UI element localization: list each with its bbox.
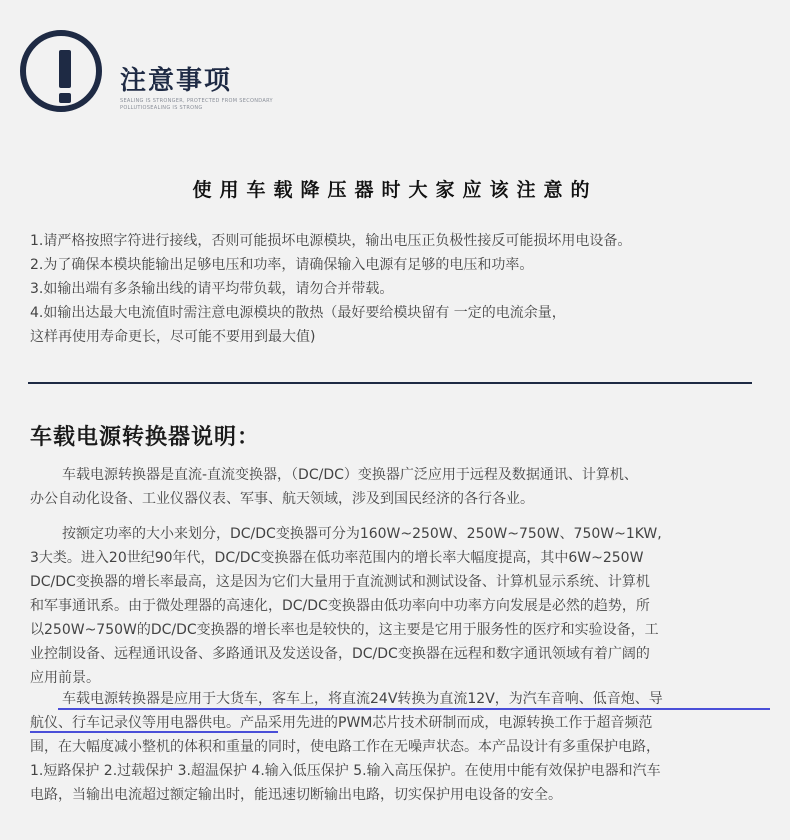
note-item: 4.如输出达最大电流值时需注意电源模块的散热（最好要给模块留有 一定的电流余量，	[30, 305, 566, 321]
highlight-underline	[58, 708, 770, 710]
highlight-underline	[30, 731, 278, 733]
paragraph-line: 围，在大幅度减小整机的体积和重量的同时，使电路工作在无噪声状态。本产品设计有多重保护电路，	[30, 739, 660, 755]
paragraph-line: 业控制设备、远程通讯设备、多路通讯及发送设备，DC/DC变换器在远程和数字通讯领域有着广阔的	[30, 646, 650, 662]
paragraph-line: DC/DC变换器的增长率最高，这是因为它们大量用于直流测试和测试设备、计算机显示系统、计算机	[30, 574, 650, 590]
paragraph-line: 以250W~750W的DC/DC变换器的增长率也是较快的，这主要是它用于服务性的医疗和实验设备，工	[30, 622, 659, 638]
note-item: 这样再使用寿命更长，尽可能不要用到最大值)	[30, 329, 316, 345]
section-title: 车载电源转换器说明：	[30, 425, 261, 450]
paragraph-line: 车载电源转换器是应用于大货车，客车上，将直流24V转换为直流12V，为汽车音响、低音炮、导	[62, 691, 663, 707]
header	[20, 30, 320, 130]
paragraph-line: 和军事通讯系。由于微处理器的高速化，DC/DC变换器由低功率向中功率方向发展是必然的趋势，所	[30, 598, 650, 614]
paragraph-line: 1.短路保护 2.过载保护 3.超温保护 4.输入低压保护 5.输入高压保护。在使用中能有效保护电器和汽车	[30, 763, 661, 779]
paragraph-line: 按额定功率的大小来划分，DC/DC变换器可分为160W~250W、250W~750W、750W~1KW,	[62, 526, 662, 542]
paragraph-line: 车载电源转换器是直流-直流变换器，（DC/DC）变换器广泛应用于远程及数据通讯、计算机、	[62, 467, 638, 483]
paragraph-line: 应用前景。	[30, 670, 100, 686]
note-item: 1.请严格按照字符进行接线，否则可能损坏电源模块，输出电压正负极性接反可能损坏用电设备。	[30, 233, 632, 249]
paragraph-line: 办公自动化设备、工业仪器仪表、军事、航天领域，涉及到国民经济的各行各业。	[30, 491, 534, 507]
header-subtitle: SEALING IS STRONGER, PROTECTED FROM SECONDARY POLLUTIOSEALING IS STRONG	[120, 98, 273, 111]
subheading: 使用车载降压器时大家应该注意的	[192, 179, 598, 201]
paragraph-line: 航仪、行车记录仪等用电器供电。产品采用先进的PWM芯片技术研制而成，电源转换工作于超音频范	[30, 715, 653, 731]
page-title: 注意事项	[120, 66, 233, 96]
notes-list	[30, 229, 770, 349]
paragraph-line: 电路，当输出电流超过额定输出时，能迅速切断输出电路，切实保护用电设备的安全。	[30, 787, 562, 803]
section-divider	[28, 382, 752, 384]
paragraph-line: 3大类。进入20世纪90年代，DC/DC变换器在低功率范围内的增长率大幅度提高，其中6W~250W	[30, 550, 644, 566]
note-item: 2.为了确保本模块能输出足够电压和功率，请确保输入电源有足够的电压和功率。	[30, 257, 534, 273]
warning-exclamation-icon	[20, 30, 102, 112]
note-item: 3.如输出端有多条输出线的请平均带负载，请勿合并带载。	[30, 281, 394, 297]
paragraph-1	[30, 463, 770, 511]
paragraph-2	[30, 522, 770, 690]
paragraph-3	[30, 687, 770, 807]
